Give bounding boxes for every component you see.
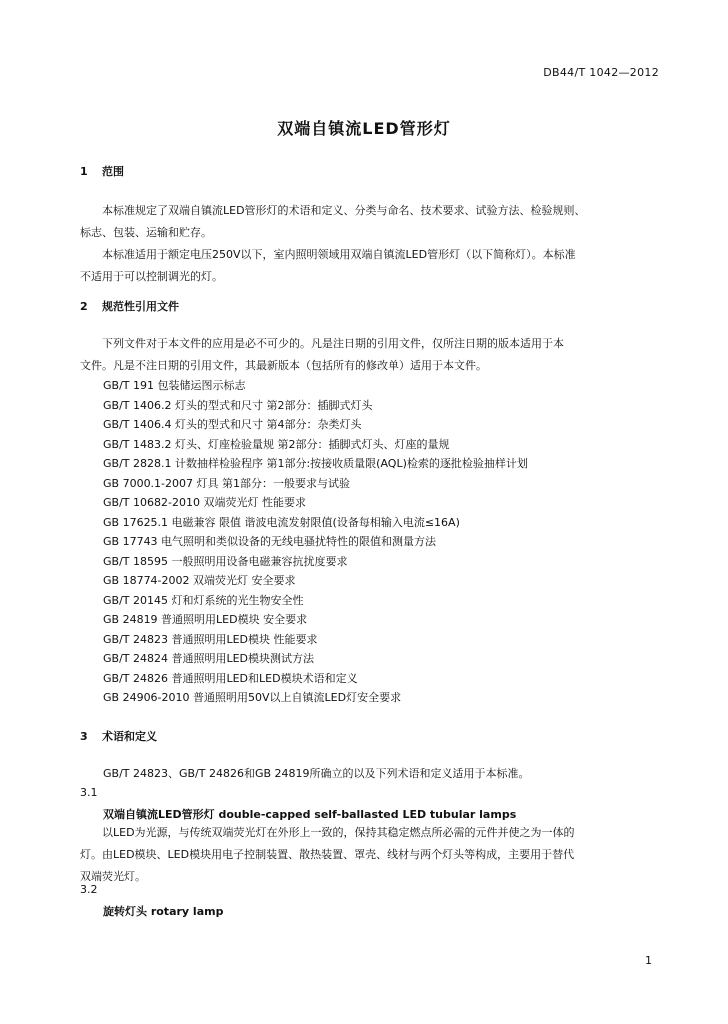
section-1-heading xyxy=(80,163,124,179)
section-1-paragraph xyxy=(80,200,656,288)
reference-item: GB/T 18595 一般照明用设备电磁兼容抗扰度要求 xyxy=(103,554,348,568)
reference-item: GB/T 2828.1 计数抽样检验程序 第1部分:按接收质量限(AQL)检索的逐批检验抽样计划 xyxy=(103,457,528,470)
text-line: 以LED为光源，与传统双端荧光灯在外形上一致的，保持其稳定燃点所必需的元件并使之为一体的 xyxy=(102,826,575,839)
text-line: 本标准适用于额定电压250V以下，室内照明领域用双端自镇流LED管形灯（以下简称灯）。本标准 xyxy=(102,248,576,261)
text-line: 双端荧光灯。 xyxy=(80,870,146,883)
term-number: 3.1 xyxy=(80,786,98,799)
reference-item: GB 18774-2002 双端荧光灯 安全要求 xyxy=(103,574,296,587)
reference-item: GB/T 24826 普通照明用LED和LED模块术语和定义 xyxy=(103,671,358,685)
term-number: 3.2 xyxy=(80,883,98,896)
reference-item: GB/T 10682-2010 双端荧光灯 性能要求 xyxy=(103,496,306,509)
section-title: 范围 xyxy=(102,165,124,178)
reference-item: GB/T 24824 普通照明用LED模块测试方法 xyxy=(103,652,315,665)
document-title: 双端自镇流LED管形灯 xyxy=(277,119,451,138)
text-line: 下列文件对于本文件的应用是必不可少的。凡是注日期的引用文件，仅所注日期的版本适用于本 xyxy=(102,337,564,350)
reference-item: GB/T 1483.2 灯头、灯座检验量规 第2部分：插脚式灯头、灯座的量规 xyxy=(103,437,450,451)
text-line: 本标准规定了双端自镇流LED管形灯的术语和定义、分类与命名、技术要求、试验方法、检验规则、 xyxy=(102,204,586,217)
reference-item: GB/T 1406.4 灯头的型式和尺寸 第4部分：杂类灯头 xyxy=(103,418,362,431)
section-number: 1 xyxy=(80,165,88,178)
text-line: 灯。由LED模块、LED模块用电子控制装置、散热装置、罩壳、线材与两个灯头等构成，主要用于替代 xyxy=(80,848,575,861)
section-2-heading xyxy=(80,298,179,314)
section-title: 术语和定义 xyxy=(102,730,157,743)
document-code: DB44/T 1042—2012 xyxy=(543,66,659,79)
term-name: 双端自镇流LED管形灯 double-capped self-ballasted LED tubular lamps xyxy=(103,808,517,821)
reference-item: GB 17743 电气照明和类似设备的无线电骚扰特性的限值和测量方法 xyxy=(103,535,437,548)
reference-item: GB/T 20145 灯和灯系统的光生物安全性 xyxy=(103,593,304,607)
section-3-intro: GB/T 24823、GB/T 24826和GB 24819所确立的以及下列术语和定义适用于本标准。 xyxy=(103,767,530,780)
reference-item: GB/T 1406.2 灯头的型式和尺寸 第2部分：插脚式灯头 xyxy=(103,398,373,412)
reference-item: GB 24906-2010 普通照明用50V以上自镇流LED灯安全要求 xyxy=(103,691,402,704)
term-name: 旋转灯头 rotary lamp xyxy=(103,905,224,918)
text-line: 不适用于可以控制调光的灯。 xyxy=(80,270,223,283)
section-3-heading xyxy=(80,728,157,744)
reference-item: GB 7000.1-2007 灯具 第1部分：一般要求与试验 xyxy=(103,476,351,490)
section-number: 3 xyxy=(80,730,88,743)
section-2-intro xyxy=(80,333,656,377)
reference-item: GB 24819 普通照明用LED模块 安全要求 xyxy=(103,613,308,626)
reference-item: GB 17625.1 电磁兼容 限值 谐波电流发射限值(设备每相输入电流≤16A) xyxy=(103,515,460,529)
text-line: 标志、包装、运输和贮存。 xyxy=(80,226,212,239)
reference-item: GB/T 24823 普通照明用LED模块 性能要求 xyxy=(103,632,318,646)
text-line: 文件。凡是不注日期的引用文件，其最新版本（包括所有的修改单）适用于本文件。 xyxy=(80,359,487,372)
section-title: 规范性引用文件 xyxy=(102,300,179,313)
section-number: 2 xyxy=(80,300,88,313)
page-number: 1 xyxy=(645,954,652,967)
term-definition xyxy=(80,822,656,888)
reference-item: GB/T 191 包装储运图示标志 xyxy=(103,379,246,392)
reference-list xyxy=(103,376,528,708)
